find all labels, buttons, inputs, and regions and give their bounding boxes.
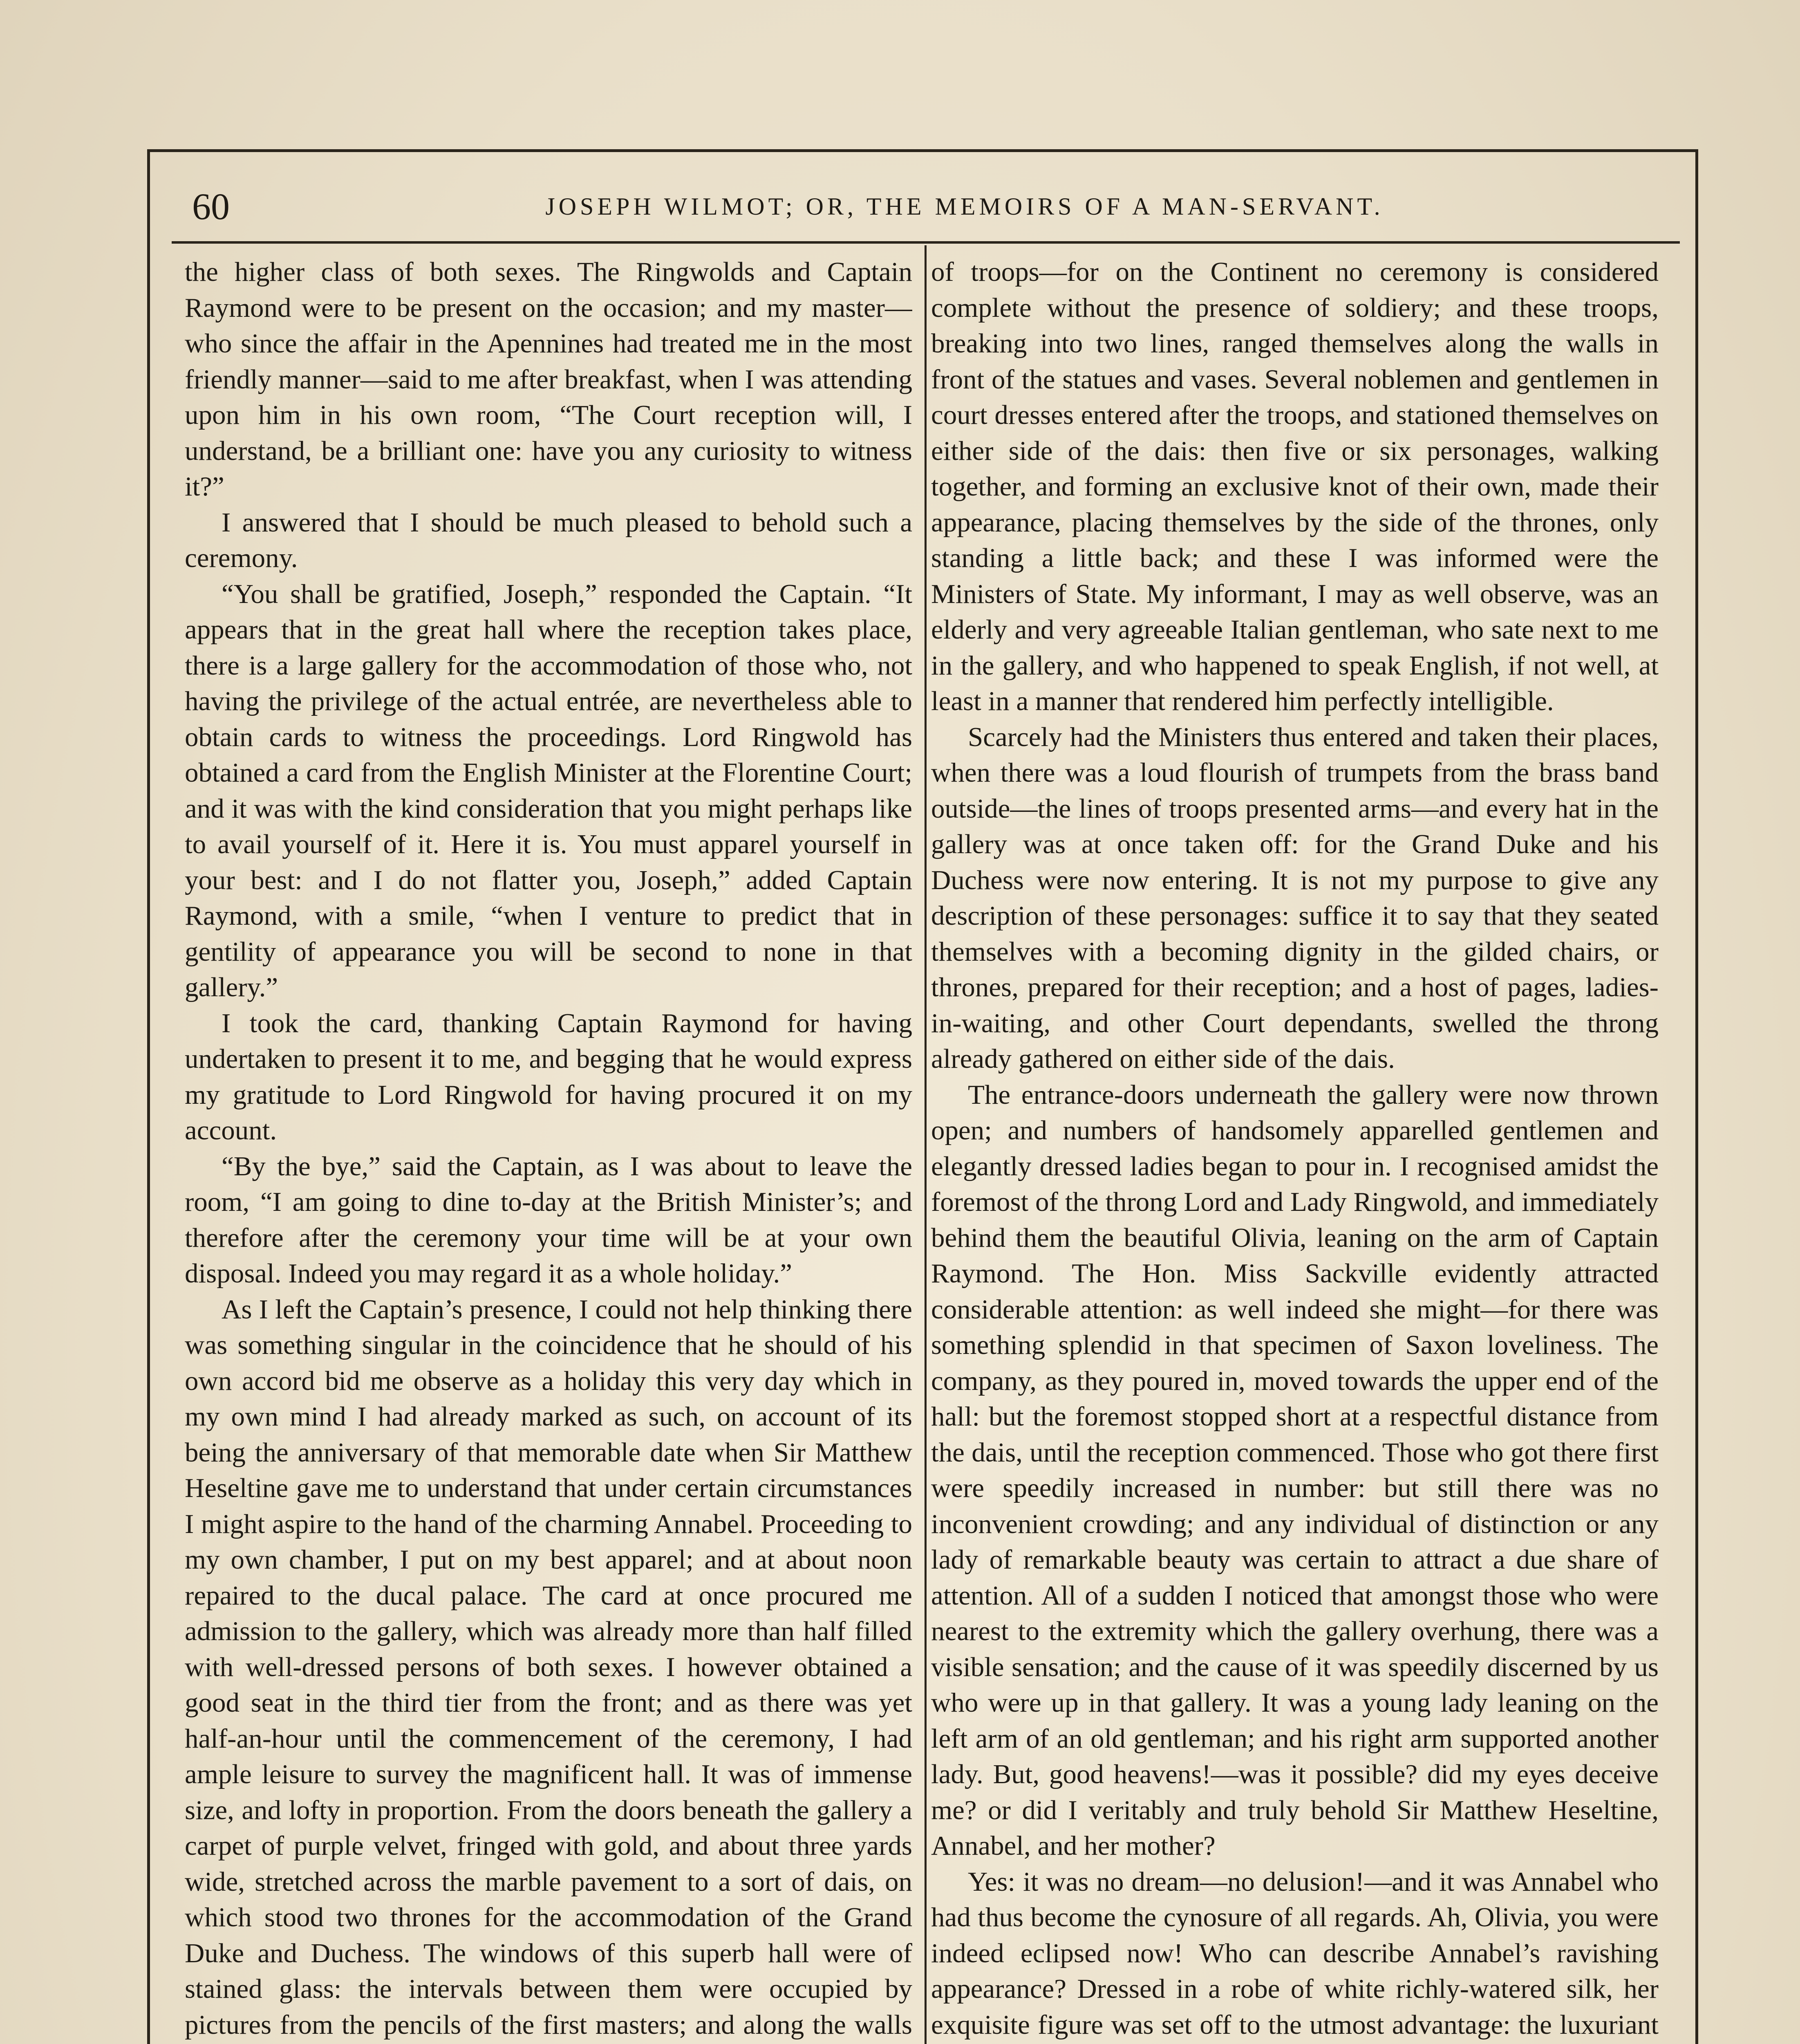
paragraph: As I left the Captain’s presence, I could not help thinking there was something singular in the coincidence that he should of his own accord bid me observe as a holiday this very day which in my own mind I had already marked as such, on account of its being the anniversary of that memorable date when Sir Matthew Heseltine gave me to understand that under certain circumstances I might aspire to the hand of the charming Annabel. Proceeding to my own chamber, I put on my best apparel; and at about noon repaired to the ducal palace. The card at once procured me admission to the gallery, which was already more than half filled with well-dressed persons of both sexes. I however obtained a good seat in the third tier from the front; and as there was yet half-an-hour until the commencement of the ceremony, I had ample leisure to survey the magnificent hall. It was of immense size, and lofty in proportion. From the doors beneath the gallery a carpet of purple velvet, fringed with gold, and about three yards wide, stretched across the marble pavement to a sort of dais, on which stood two thrones for the accommodation of the Grand Duke and Duchess. The windows of this superb hall were of stained glass: the intervals between them were occupied by pictures from the pencils of the first masters; and along the walls xyxy=(185,1294,912,2040)
paragraph: the higher class of both sexes. The Ringwolds and Captain Raymond were to be present on the occasion; and my master—who since the affair in the Apennines had treated me in the most friendly manner—said to me after breakfast, when I was attending upon him in his own room, “The Court reception will, I understand, be a brilliant one: have you any curiosity to witness it?” xyxy=(185,257,912,502)
paragraph: The entrance-doors underneath the gallery were now thrown open; and numbers of handsomely apparelled gentlemen and elegantly dressed ladies began to pour in. I recognised amidst the foremost of the throng Lord and Lady Ringwold, and immediately behind them the beautiful Olivia, leaning on the arm of Captain Raymond. The Hon. Miss Sackville evidently attracted considerable attention: as well indeed she might—for there was something splendid in that specimen of Saxon loveliness. The company, as they poured in, moved towards the upper end of the hall: but the foremost stopped short at a respectful distance from the dais, until the reception commenced. Those who got there first were speedily increased in number: but still there was no inconvenient crowding; and any individual of distinction or any lady of remarkable beauty was certain to attract a due share of attention. All of a sudden I noticed that amongst those who were nearest to the extremity which the gallery overhung, there was a visible sensation; and the cause of it was speedily discerned by us who were up in that gallery. It was a young lady leaning on the left arm of an old gentleman; and his right arm supported another lady. But, good heavens!—was it possible? did my eyes deceive me? or did I veritably and truly behold Sir Matthew Heseltine, Annabel, and her mother? xyxy=(931,1079,1659,1861)
paragraph: I answered that I should be much pleased to behold such a ceremony. xyxy=(185,507,912,573)
paragraph: Scarcely had the Ministers thus entered and taken their places, when there was a loud flourish of trumpets from the brass band outside—the lines of troops presented arms—and every hat in the gallery was at once taken off: for the Grand Duke and his Duchess were now entering. It is not my purpose to give any description of these personages: suffice it to say that they seated themselves with a becoming dignity in the gilded chairs, or thrones, prepared for their reception; and a host of pages, ladies-in-waiting, and other Court dependants, swelled the throng already gathered on either side of the dais. xyxy=(931,722,1659,1074)
running-head: JOSEPH WILMOT; OR, THE MEMOIRS OF A MAN-SERVANT. xyxy=(545,193,1384,220)
page-number: 60 xyxy=(192,186,230,227)
paragraph: of troops—for on the Continent no ceremony is considered complete without the presence of soldiery; and these troops, breaking into two lines, ranged themselves along the walls in front of the statues and vases. Several noblemen and gentlemen in court dresses entered after the troops, and stationed themselves on either side of the dais: then five or six personages, walking together, and forming an exclusive knot of their own, made their appearance, placing themselves by the side of the thrones, only standing a little back; and these I was informed were the Ministers of State. My informant, I may as well observe, was an elderly and very agreeable Italian gentleman, who sate next to me in the gallery, and who happened to speak English, if not well, at least in a manner that rendered him perfectly intelligible. xyxy=(931,257,1659,716)
left-column xyxy=(185,254,912,2044)
paragraph: “By the bye,” said the Captain, as I was about to leave the room, “I am going to dine to-day at the British Minister’s; and therefore after the ceremony your time will be at your own disposal. Indeed you may regard it as a whole holiday.” xyxy=(185,1151,912,1289)
right-column xyxy=(931,254,1659,2044)
header-rule xyxy=(172,241,1680,244)
paragraph: “You shall be gratified, Joseph,” responded the Captain. “It appears that in the great hall where the reception takes place, there is a large gallery for the accommodation of those who, not having the privilege of the actual entrée, are nevertheless able to obtain cards to witness the proceedings. Lord Ringwold has obtained a card from the English Minister at the Florentine Court; and it was with the kind consideration that you might perhaps like to avail yourself of it. Here it is. You must apparel yourself in your best: and I do not flatter you, Joseph,” added Captain Raymond, with a smile, “when I venture to predict that in gentility of appearance you will be second to none in that gallery.” xyxy=(185,578,912,1002)
paragraph: Yes: it was no dream—no delusion!—and it was Annabel who had thus become the cynosure of all regards. Ah, Olivia, you were indeed eclipsed now! Who can describe Annabel’s ravishing appearance? Dressed in a robe of white richly-watered silk, her exquisite figure was set off to the utmost advantage: the luxuriant xyxy=(931,1866,1659,2040)
paragraph: I took the card, thanking Captain Raymond for having undertaken to present it to me, and begging that he would express my gratitude to Lord Ringwold for having procured it on my account. xyxy=(185,1008,912,1145)
page-header xyxy=(192,184,1655,229)
column-divider xyxy=(925,245,927,2044)
